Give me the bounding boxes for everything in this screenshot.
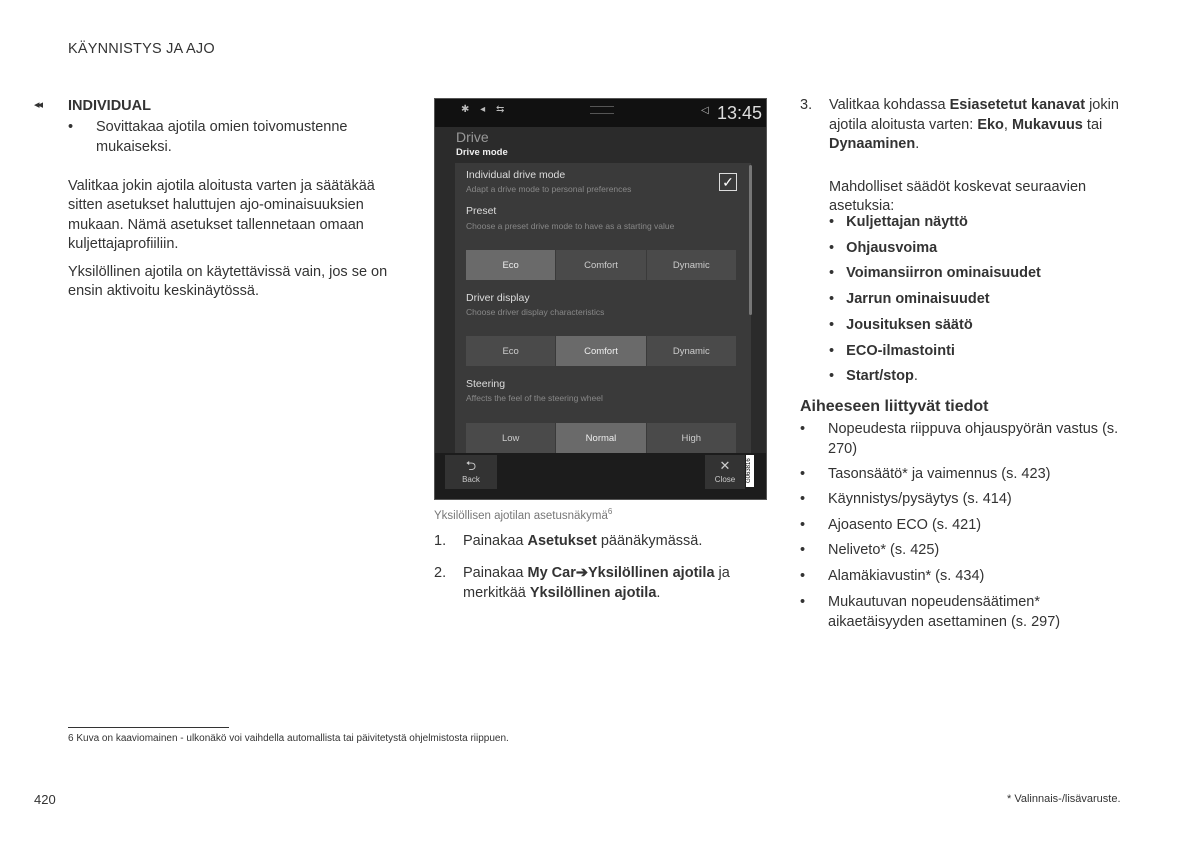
individual-mode-term: Yksilöllinen ajotila [588, 565, 715, 581]
bullet-dot: • [800, 421, 806, 437]
preset-option-eco[interactable]: Eco [466, 250, 555, 280]
individual-mode-label: Individual drive mode [466, 169, 566, 181]
bullet-dot: • [829, 214, 835, 230]
driver-display-label: Driver display [466, 292, 530, 304]
step-3 [800, 96, 1140, 155]
adjustments-list [829, 210, 1129, 390]
driver-display-desc: Choose driver display characteristics [466, 307, 605, 317]
individual-mode-checkbox[interactable]: ✓ [719, 173, 737, 191]
close-label: Close [714, 475, 736, 484]
list-item [829, 339, 1129, 365]
back-arrow-icon: ⮌ [465, 458, 477, 473]
footnote-divider [68, 727, 229, 728]
caption-text: Yksilöllisen ajotilan asetusnäkymä [434, 509, 608, 522]
step-text: ja merkitkää [463, 565, 730, 601]
caption-footnote-ref: 6 [607, 507, 613, 516]
back-button[interactable] [445, 455, 497, 489]
mycar-term: My Car [527, 565, 576, 581]
related-link-text[interactable]: Alamäkiavustin* (s. 434) [828, 568, 985, 584]
individual-mode-term: Yksilöllinen ajotila [529, 584, 657, 601]
status-icons: ✱ ◂ ⇆ [461, 104, 509, 115]
adjustments-intro: Mahdolliset säädöt koskevat seuraavien asetuksia: [829, 178, 1087, 214]
bullet-dot: • [800, 466, 806, 482]
list-item [829, 261, 1129, 287]
running-header: KÄYNNISTYS JA AJO [68, 41, 215, 57]
related-link[interactable] [800, 567, 1140, 587]
preset-selector [466, 250, 736, 280]
back-label: Back [462, 475, 480, 484]
related-link[interactable] [800, 593, 1135, 632]
step-1 [434, 532, 774, 552]
page-number: 420 [34, 792, 56, 807]
step-text: . [656, 584, 661, 601]
related-link-text[interactable]: Mukautuvan nopeudensäätimen* aikaetäisyyden asettaminen (s. 297) [828, 594, 1061, 630]
display-option-comfort[interactable]: Comfort [556, 336, 645, 366]
step-number: 1. [434, 533, 447, 549]
step-text: Valitkaa kohdassa [829, 97, 950, 113]
comfort-term: Mukavuus [1011, 116, 1083, 133]
related-link[interactable] [800, 420, 1140, 459]
activation-note: Yksilöllinen ajotila on käytettävissä vain, jos se on ensin aktivoitu keskinäytössä. [68, 263, 388, 299]
list-item [829, 210, 1129, 236]
status-bar [435, 99, 766, 127]
individual-mode-desc: Adapt a drive mode to personal preferences [466, 184, 632, 194]
bullet-dot: • [829, 239, 835, 256]
clock: 13:45 [717, 103, 763, 123]
screen-title: Drive [456, 129, 489, 145]
related-link[interactable] [800, 465, 1140, 485]
steering-option-high[interactable]: High [647, 423, 736, 453]
volume-icon: ◁ [701, 105, 709, 116]
bullet-dot: • [800, 568, 806, 584]
list-item [829, 287, 1129, 313]
bullet-dot: • [68, 119, 74, 135]
related-link-text[interactable]: Käynnistys/pysäytys (s. 414) [828, 491, 1012, 507]
steering-selector [466, 423, 736, 453]
step-text: tai [1082, 116, 1103, 133]
figure-caption [434, 507, 612, 522]
step-text: Painakaa [463, 533, 528, 549]
related-link-text[interactable]: Neliveto* (s. 425) [828, 542, 940, 558]
close-icon: ✕ [719, 458, 731, 473]
step-text: Painakaa [463, 565, 528, 581]
preset-label: Preset [466, 205, 497, 217]
intro-bullet [68, 118, 408, 157]
preset-channels-term: Esiasetetut kanavat [949, 97, 1086, 113]
related-link[interactable] [800, 516, 1140, 536]
preset-option-comfort[interactable]: Comfort [556, 250, 645, 280]
drive-mode-screenshot [434, 98, 767, 500]
steering-option-normal[interactable]: Normal [556, 423, 645, 453]
scrollbar[interactable] [749, 165, 752, 315]
step-text: . [915, 136, 920, 152]
step-number: 3. [800, 97, 813, 113]
list-item-text: Voimansiirron ominaisuudet [846, 265, 1041, 282]
steering-desc: Affects the feel of the steering wheel [466, 393, 603, 403]
step-text: , [1003, 116, 1012, 133]
bullet-dot: • [800, 594, 806, 610]
bullet-dot: • [829, 265, 835, 282]
list-item-text: Start/stop [846, 368, 914, 385]
step-text: jokin ajotila aloitusta varten: [829, 97, 1119, 133]
intro-bullet-text: Sovittakaa ajotila omien toivomustenne mukaiseksi. [96, 119, 348, 155]
related-link-text[interactable]: Ajoasento ECO (s. 421) [828, 517, 982, 533]
settings-term: Asetukset [527, 533, 597, 549]
footnote: 6 Kuva on kaaviomainen - ulkonäkö voi vaihdella automallista tai päivitetystä ohjelmistosta riippuen. [68, 733, 509, 744]
bullet-dot: • [829, 316, 835, 333]
section-title: INDIVIDUAL [68, 98, 151, 114]
list-item-text: Ohjausvoima [846, 239, 938, 256]
step-number: 2. [434, 565, 447, 581]
preset-desc: Choose a preset drive mode to have as a starting value [466, 221, 675, 231]
list-item [829, 236, 1129, 262]
bullet-dot: • [800, 542, 806, 558]
bullet-dot: • [800, 517, 806, 533]
dynamic-term: Dynaaminen [829, 136, 916, 152]
related-link[interactable] [800, 490, 1140, 510]
list-item [829, 313, 1129, 339]
related-link-text[interactable]: Tasonsäätö* ja vaimennus (s. 423) [828, 466, 1051, 482]
display-option-dynamic[interactable]: Dynamic [647, 336, 736, 366]
steering-label: Steering [466, 378, 506, 390]
preset-option-dynamic[interactable]: Dynamic [647, 250, 736, 280]
section-marker-icon: ◂◂ [34, 99, 42, 111]
list-item-text: ECO-ilmastointi [846, 342, 955, 359]
step-text: päänäkymässä. [596, 533, 703, 549]
driver-display-selector [466, 336, 736, 366]
top-view-handle-icon [590, 106, 614, 114]
intro-paragraph: Valitkaa jokin ajotila aloitusta varten ja säätäkää sitten asetukset haluttujen ajo-ominaisuuksien mukaan. Nämä asetukset tallennetaan omaan kuljettajaprofiiliin. [68, 177, 375, 252]
display-option-eco[interactable]: Eco [466, 336, 555, 366]
step-2 [434, 564, 774, 603]
list-item [829, 364, 1129, 390]
optional-equipment-note: * Valinnais-/lisävaruste. [1007, 793, 1121, 805]
related-info-heading: Aiheeseen liittyvät tiedot [800, 398, 989, 415]
bullet-dot: • [800, 491, 806, 507]
eco-term: Eko [977, 116, 1004, 133]
list-item-text: Jarrun ominaisuudet [846, 291, 990, 308]
related-link[interactable] [800, 541, 1140, 561]
list-item-text: . [913, 368, 918, 385]
steering-option-low[interactable]: Low [466, 423, 555, 453]
list-item-text: Kuljettajan näyttö [846, 214, 968, 230]
related-link-text[interactable]: Nopeudesta riippuva ohjauspyörän vastus (s. 270) [828, 421, 1119, 457]
screen-subtitle: Drive mode [456, 147, 508, 158]
bullet-dot: • [829, 342, 835, 359]
bullet-dot: • [829, 291, 835, 308]
close-button[interactable] [705, 455, 745, 489]
bullet-dot: • [829, 368, 835, 385]
arrow-icon: ➔ [575, 565, 589, 581]
image-code: G063816 [746, 455, 754, 487]
list-item-text: Jousituksen säätö [846, 316, 973, 333]
